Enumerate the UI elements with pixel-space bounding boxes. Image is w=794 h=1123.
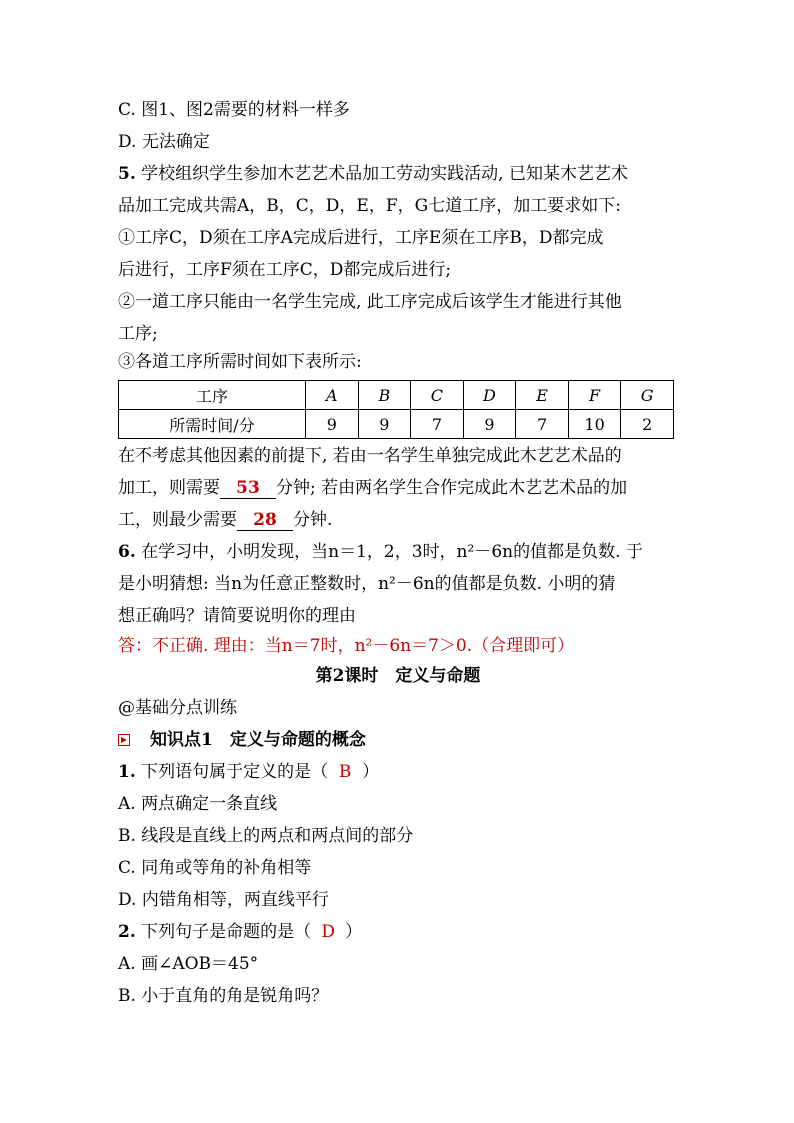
table-cell: 9 (306, 410, 359, 439)
table-row-header: 所需时间/分 (119, 410, 306, 439)
q5-line-2: 品加工完成共需A，B，C，D，E，F，G七道工序，加工要求如下: (118, 196, 621, 216)
q1-stem (118, 760, 678, 784)
q1-option-a: A. 两点确定一条直线 (118, 794, 278, 814)
q5-text-1: 学校组织学生参加木艺艺术品加工劳动实践活动, 已知某木艺艺术 (141, 164, 628, 184)
q2-stem-close: ） (345, 922, 363, 942)
q1-number: 1. (118, 762, 136, 782)
table-cell: B (358, 381, 411, 410)
table-row-header: 工序 (119, 381, 306, 410)
q5-after-2 (118, 476, 678, 500)
table-cell: G (621, 381, 674, 410)
table-cell: F (568, 381, 621, 410)
q5-number: 5. (118, 164, 136, 184)
q2-option-a: A. 画∠AOB＝45° (118, 954, 259, 974)
q4-option-c: C. 图1、图2需要的材料一样多 (118, 100, 350, 120)
knowledge-point-heading (118, 728, 678, 752)
q6-line-2: 是小明猜想: 当n为任意正整数时，n²－6n的值都是负数. 小明的猜 (118, 574, 616, 594)
table-cell: D (463, 381, 516, 410)
table-cell: 9 (463, 410, 516, 439)
q5-answer-2: 28 (237, 510, 293, 531)
q1-answer: B (338, 762, 352, 782)
section-label: @基础分点训练 (118, 698, 237, 718)
q1-stem-text: 下列语句属于定义的是（ (141, 762, 329, 782)
q6-text-1: 在学习中，小明发现，当n＝1，2，3时，n²－6n的值都是负数. 于 (141, 542, 643, 562)
play-triangle-icon (118, 734, 130, 746)
q1-option-c: C. 同角或等角的补角相等 (118, 858, 312, 878)
lesson-title: 第2课时 定义与命题 (315, 666, 481, 686)
q6-line-1 (118, 540, 678, 564)
q6-answer: 答：不正确. 理由：当n＝7时，n²－6n＝7＞0.（合理即可） (118, 636, 575, 656)
q2-stem-text: 下列句子是命题的是（ (141, 922, 312, 942)
q5-line-1 (118, 162, 678, 186)
q5-line-4: 后进行，工序F须在工序C，D都完成后进行; (118, 260, 452, 280)
q5-after-2-text: 加工，则需要 (118, 478, 220, 498)
q5-after-3-tail: 分钟. (293, 510, 333, 530)
q5-line-6: 工序; (118, 324, 158, 344)
q5-after-2-tail: 分钟; 若由两名学生合作完成此木艺艺术品的加 (276, 478, 628, 498)
q5-line-3: ①工序C，D须在工序A完成后进行，工序E须在工序B，D都完成 (118, 228, 604, 248)
q5-line-7: ③各道工序所需时间如下表所示: (118, 352, 362, 372)
q2-stem (118, 920, 678, 944)
table-cell: 7 (411, 410, 464, 439)
table-cell: 9 (358, 410, 411, 439)
table-cell: E (516, 381, 569, 410)
process-time-table (118, 380, 674, 439)
table-cell: A (306, 381, 359, 410)
q6-line-3: 想正确吗？请简要说明你的理由 (118, 606, 356, 626)
q5-line-5: ②一道工序只能由一名学生完成, 此工序完成后该学生才能进行其他 (118, 292, 622, 312)
table-cell: 10 (568, 410, 621, 439)
table-cell: C (411, 381, 464, 410)
q1-option-d: D. 内错角相等，两直线平行 (118, 890, 329, 910)
q1-option-b: B. 线段是直线上的两点和两点间的部分 (118, 826, 414, 846)
q2-option-b: B. 小于直角的角是锐角吗？ (118, 986, 329, 1006)
table-cell: 7 (516, 410, 569, 439)
q5-after-3 (118, 508, 678, 532)
q1-stem-close: ） (362, 762, 380, 782)
table-cell: 2 (621, 410, 674, 439)
q5-after-1: 在不考虑其他因素的前提下, 若由一名学生单独完成此木艺艺术品的 (118, 446, 622, 466)
q5-answer-1: 53 (220, 478, 276, 499)
q2-number: 2. (118, 922, 136, 942)
table-row (119, 381, 674, 410)
q4-option-d: D. 无法确定 (118, 132, 210, 152)
q5-after-3-text: 工，则最少需要 (118, 510, 237, 530)
table-row (119, 410, 674, 439)
q2-answer: D (321, 922, 335, 942)
knowledge-point-text: 知识点1 定义与命题的概念 (150, 730, 366, 750)
q6-number: 6. (118, 542, 136, 562)
